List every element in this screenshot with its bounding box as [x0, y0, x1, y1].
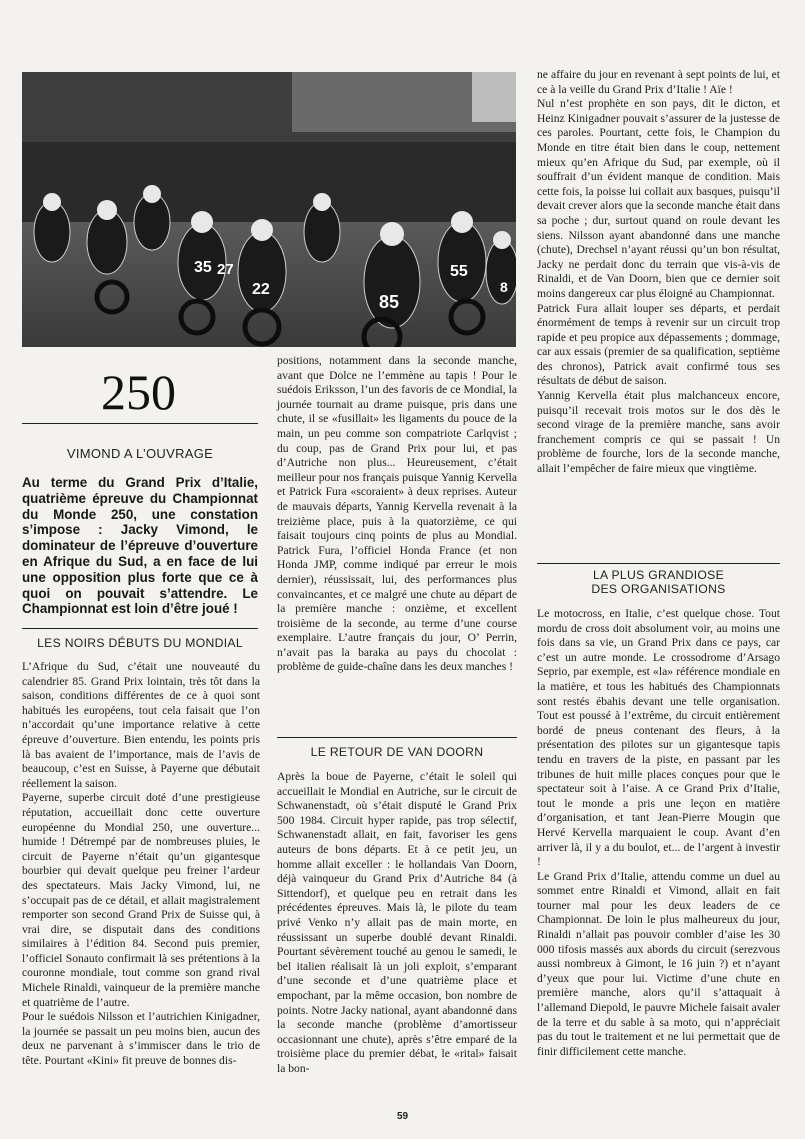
- bib-number: 22: [252, 281, 270, 298]
- bib-number: 55: [450, 263, 468, 280]
- paragraph: Payerne, superbe circuit doté d’une prestigieuse réputation, accueillait donc cette ouverture européenne du Mondial 250, une ouverture... humide ! Détrempé par de nombreuses pluies, le circuit de Payerne n’était qu’un gigantesque bourbier qui devait quelque peu freiner l’ardeur des spectateurs. Mais Jacky Vimond, lui, ne s’occupait pas de ce détail, et allait magistralement remporter son second Grand Prix de Suisse qui, à vrai dire, se disputait dans des conditions similaires à l’édition 84. Second puis premier, l’officiel Sonauto confirmait là ses prétentions à la couronne mondiale, tout comme son grand rival Michele Rinaldi, vainqueur de la première manche et quatrième de l’autre.: [22, 791, 260, 1009]
- page-number: 59: [396, 1111, 409, 1122]
- bib-number: 27: [217, 261, 234, 278]
- paragraph: L’Afrique du Sud, c’était une nouveauté du calendrier 85. Grand Prix lointain, très tôt dans la saison, conditions différentes de ce à quoi sont habitués les européens, tout cela faisait que l’on n’accordait qu’une importance relative à cette épreuve d’ouverture. Bien entendu, les points pris là bas avaient de l’importance, mais de l’avis de beaucoup, c’est en Suisse, à Payerne que débutait réellement la saison.: [22, 660, 260, 790]
- section-title-noirs-debuts: LES NOIRS DÉBUTS DU MONDIAL: [37, 636, 243, 650]
- paragraph: positions, notamment dans la seconde manche, avant que Dolce ne l’emmène au tapis ! Pour le suédois Eriksson, l’un des favoris de ce Mondial, la journée tournait au drame puisque, pris dans une chute, il se «fusillait» les ligaments du pouce de la main, un peu comme son compatriote Carlqvist ; du coup, pas de Grand Prix pour lui, et pas d’Autriche non plus... Heureusement, c’était meilleur pour nos français puisque Yannig Kervella et Patrick Fura «scoraient» à deux reprises. Auteur de mauvais départs, Yannig Kervella revenait à la treizième place, puis à la quatorzième, ce qui faisait toujours cinq points de plus au Mondial. Patrick Fura, l’officiel Honda France (et non Honda JMP, comme indiqué par erreur le mois dernier), réussissait, lui, des performances plus convaincantes, et ce malgré une chute au départ de la première manche : onzième, et excellent troisième de la seconde, au terme d’une course exemplaire. L’autre français du jour, O’ Perrin, n’avait pas la baraka au pays du chocolat : problème de guide-chaîne dans les deux manches !: [277, 354, 517, 674]
- paragraph: Patrick Fura allait louper ses départs, et perdait énormément de temps à revenir sur un circuit trop rapide et peu propice aux dépassements ; dommage, car aux essais (premier de sa qualification, septième des chronos), Patrick avait confirmé tous ses résultats de début de saison.: [537, 301, 780, 388]
- section-title-retour-van-doorn: LE RETOUR DE VAN DOORN: [310, 745, 484, 759]
- paragraph: Après la boue de Payerne, c’était le soleil qui accueillait le Mondial en Autriche, sur le circuit de Schwanenstadt, où s’était disputé le Grand Prix 500 1984. Circuit hyper rapide, pas trop sélectif, Schwanenstadt allait, en fait, favoriser les gens auteurs de bons départs. Et à ce petit jeu, un homme allait exceller : le hollandais Van Doorn, déjà vainqueur du Grand Prix d’Autriche 84 (à Sittendorf), et quelque peu en retrait dans les précédentes épreuves. Mais là, le pilote du team privé Venko n’y allait pas de main morte, en réussissant un superbe doublé devant Rinaldi. Pourtant sévèrement touché au genou le samedi, le bel italien réalisait là un joli exploit, s’emparant d’une seconde et d’une quatrième place et empochant, par la même occasion, bon nombre de points. Notre Jacky national, ayant abandonné dans la seconde manche (problème d’amortisseur occasionnant une chute), après s’être emparé de la troisième place du premier débat, le «rital» faisait la bon-: [277, 770, 517, 1075]
- divider: [22, 628, 258, 629]
- section-title-plus-grandiose: [537, 568, 780, 596]
- bib-number: 35: [194, 259, 212, 276]
- bib-number: 85: [379, 292, 400, 312]
- lead-paragraph: Au terme du Grand Prix d’Italie, quatrième épreuve du Championnat du Monde 250, une constation s’impose : Jacky Vimond, le dominateur de l’épreuve d’ouverture en Afrique du Sud, a en face de lui une opposition plus forte que ce à quoi on pouvait s’attendre. Le Championnat est loin d’être joué !: [22, 475, 258, 617]
- section1-body: [22, 660, 260, 1069]
- motocross-start-photo: [22, 72, 516, 347]
- headline: VIMOND A L’OUVRAGE: [66, 446, 214, 461]
- section3-body: [537, 607, 780, 1059]
- divider: [22, 423, 258, 424]
- divider: [277, 737, 517, 738]
- category-title: 250: [101, 364, 176, 420]
- paragraph: Le motocross, en Italie, c’est quelque chose. Tout mordu de cross doit absolument voir, au moins une fois dans sa vie, un Grand Prix dans ce pays, car c’est un autre monde. Le crossodrome d’Arsago Seprio, par exemple, est «la» référence mondiale en la matière, et tous les habitués des Championnats sont restés ébahis devant une telle organisation. Tout est poussé à l’extrême, du circuit entièrement bordé de pneus contenant des fleurs, à la présentation des pilotes sur un gigantesque tapis tendu en travers de la piste, en passant par les tribunes de huit mille places conçues pour que le spectateur soit à l’aise. A ce Grand Prix d’Italie, tout le monde a pris une leçon en matière d’organisation, et tant Jean-Pierre Mougin que Hervé Kervella marquaient le coup. Avant d’en arriver là, il y a du boulot, et... de l’argent à investir !: [537, 607, 780, 869]
- section1-body-continued: [277, 354, 517, 675]
- bib-number: 8: [500, 279, 508, 295]
- section2-body-continued: [537, 68, 780, 477]
- photo-illustration: [22, 72, 516, 347]
- section2-body: [277, 770, 517, 1076]
- paragraph: Yannig Kervella était plus malchanceux encore, puisqu’il recevait trois motos sur le dos dès le second virage de la première manche, sans avoir franchement compris ce qui se passait ! Un problème de fourche, lors de la seconde manche, allait l’empêcher de faire mieux que vingtième.: [537, 389, 780, 476]
- paragraph: Nul n’est prophète en son pays, dit le dicton, et Heinz Kinigadner pouvait s’assurer de la justesse de ces paroles. Pourtant, cette fois, le Champion du Monde en titre était bien dans le coup, nettement mieux qu’en Afrique du Sud, par exemple, où il souffrait d’un évident manque de condition. Mais cette fois, la poisse lui collait aux basques, puisqu’il devait crever alors que la seconde manche était dans sa poche ; dur, surtout quand on roule devant les siens. Nilsson ayant abandonné dans une manche (chute), Drechsel n’ayant réussi qu’un bon résultat, Jacky ne perdait donc du terrain que vis-à-vis de Rinaldi, et de Van Doorn, bien que ce dernier soit moins dangereux car plus éloigné au Championnat.: [537, 97, 780, 300]
- divider: [537, 563, 780, 564]
- section-title-line: DES ORGANISATIONS: [591, 582, 726, 596]
- paragraph: Pour le suédois Nilsson et l’autrichien Kinigadner, la journée se passait un peu moins bien, aucun des deux ne parvenant à s’immiscer dans le trio de tête. Pourtant «Kini» fit preuve de bonnes dis-: [22, 1010, 260, 1068]
- paragraph: Le Grand Prix d’Italie, attendu comme un duel au sommet entre Rinaldi et Vimond, allait en fait tourner mal pour les deux leaders de ce Championnat. De loin le plus malheureux du jour, Rinaldi n’allait pas pouvoir combler d’aise les 30 000 tifosis massés aux abords du circuit (serezvous aussi nombreux à Gimont, le 16 juin ?) et n’ayant d’yeux que pour lui. Victime d’une chute en première manche, alors qu’il s’attaquait à l’allemand Diepold, le pauvre Michele faisait avaler de la terre et du sable à sa moto, qui n’appréciait pas du tout le traitement et ne lui permettait que de finir difficilement cette manche.: [537, 869, 780, 1058]
- section-title-line: LA PLUS GRANDIOSE: [592, 568, 725, 582]
- paragraph: ne affaire du jour en revenant à sept points de lui, et ce à la veille du Grand Prix d’Italie ! Aïe !: [537, 68, 780, 96]
